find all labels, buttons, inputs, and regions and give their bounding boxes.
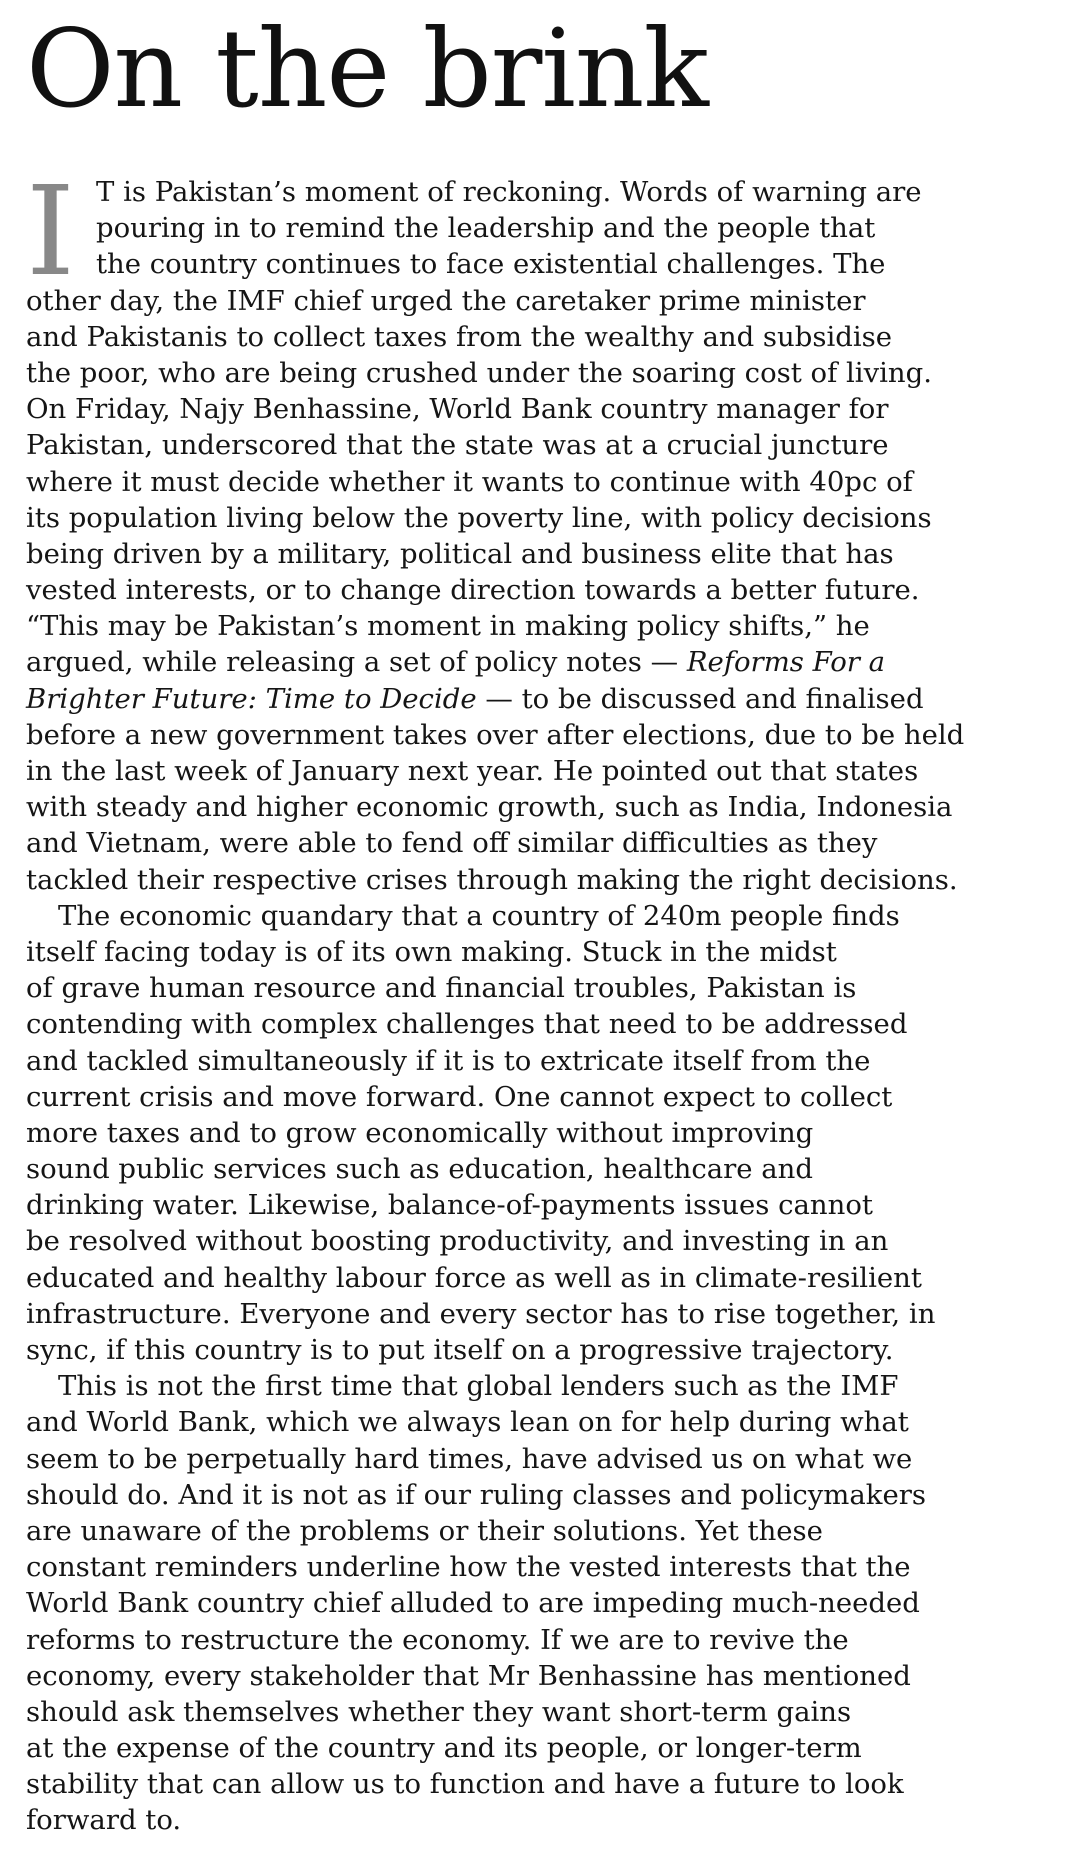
text-line — [26, 681, 1072, 717]
text-line: being driven by a military, political and business elite that has — [26, 537, 894, 570]
text-line: before a new government takes over after elections, due to be held — [26, 718, 965, 751]
text-line: The economic quandary that a country of 240m people finds — [58, 899, 900, 932]
text-line: tackled their respective crises through making the right decisions. — [26, 863, 958, 896]
text-line: sound public services such as education, healthcare and — [26, 1153, 813, 1186]
paragraph-2 — [26, 898, 1072, 1368]
paragraph-1 — [26, 174, 1072, 898]
text-line: itself facing today is of its own making. Stuck in the midst — [26, 935, 837, 968]
text-line: sync, if this country is to put itself on a progressive trajectory. — [26, 1334, 894, 1366]
text-run: — to be discussed and finalised — [476, 682, 924, 715]
text-line: vested interests, or to change direction towards a better future. — [26, 574, 920, 607]
text-line: seem to be perpetually hard times, have advised us on what we — [26, 1442, 913, 1475]
paragraph-3 — [26, 1368, 1072, 1838]
text-line: other day, the IMF chief urged the caretaker prime minister — [26, 284, 866, 317]
text-line: economy, every stakeholder that Mr Benhassine has mentioned — [26, 1659, 911, 1692]
text-line: and tackled simultaneously if it is to extricate itself from the — [26, 1044, 871, 1077]
text-line: infrastructure. Everyone and every sector has to rise together, in — [26, 1297, 936, 1330]
text-line: contending with complex challenges that need to be addressed — [26, 1008, 908, 1041]
text-line: World Bank country chief alluded to are impeding much-needed — [26, 1587, 920, 1620]
text-line: stability that can allow us to function and have a future to look — [26, 1768, 904, 1801]
report-title-italic: Reforms For a — [686, 646, 886, 679]
text-line: its population living below the poverty line, with policy decisions — [26, 501, 932, 534]
headline: On the brink — [26, 7, 708, 132]
text-line: be resolved without boosting productivity, and investing in an — [26, 1225, 889, 1258]
text-line: constant reminders underline how the vested interests that the — [26, 1551, 911, 1584]
text-run: argued, while releasing a set of policy notes — — [26, 646, 687, 679]
text-line: the country continues to face existential challenges. The — [96, 248, 886, 281]
text-line: “This may be Pakistan’s moment in making policy shifts,” he — [26, 610, 870, 643]
text-line: should do. And it is not as if our ruling classes and policymakers — [26, 1478, 926, 1511]
text-line: where it must decide whether it wants to continue with 40pc of — [26, 465, 913, 498]
text-line: and World Bank, which we always lean on for help during what — [26, 1406, 909, 1439]
report-title-italic: Brighter Future: Time to Decide — [26, 682, 477, 715]
text-line: are unaware of the problems or their solutions. Yet these — [26, 1514, 823, 1547]
text-line: more taxes and to grow economically without improving — [26, 1116, 814, 1149]
text-line: drinking water. Likewise, balance-of-payments issues cannot — [26, 1189, 873, 1222]
text-line: pouring in to remind the leadership and the people that — [96, 212, 876, 245]
text-line: and Vietnam, were able to fend off similar difficulties as they — [26, 827, 878, 860]
text-line: current crisis and move forward. One cannot expect to collect — [26, 1080, 893, 1113]
drop-cap: I — [26, 160, 75, 304]
text-line: reforms to restructure the economy. If we are to revive the — [26, 1623, 849, 1656]
text-line: T is Pakistan’s moment of reckoning. Words of warning are — [96, 176, 922, 208]
text-line: should ask themselves whether they want short-term gains — [26, 1695, 852, 1728]
text-line: and Pakistanis to collect taxes from the wealthy and subsidise — [26, 320, 893, 353]
text-line: forward to. — [26, 1804, 182, 1837]
text-line: of grave human resource and financial troubles, Pakistan is — [26, 972, 857, 1005]
text-line: at the expense of the country and its people, or longer-term — [26, 1732, 862, 1765]
text-line: in the last week of January next year. He pointed out that states — [26, 755, 919, 787]
text-line — [26, 644, 1072, 680]
text-line: educated and healthy labour force as well as in climate-resilient — [26, 1261, 922, 1294]
text-line: with steady and higher economic growth, such as India, Indonesia — [26, 791, 953, 824]
text-line: the poor, who are being crushed under the soaring cost of living. — [26, 356, 932, 389]
text-line: This is not the first time that global lenders such as the IMF — [58, 1370, 899, 1403]
text-line: On Friday, Najy Benhassine, World Bank country manager for — [26, 393, 889, 426]
article-body — [26, 174, 1072, 1839]
text-line: Pakistan, underscored that the state was at a crucial juncture — [26, 429, 889, 462]
